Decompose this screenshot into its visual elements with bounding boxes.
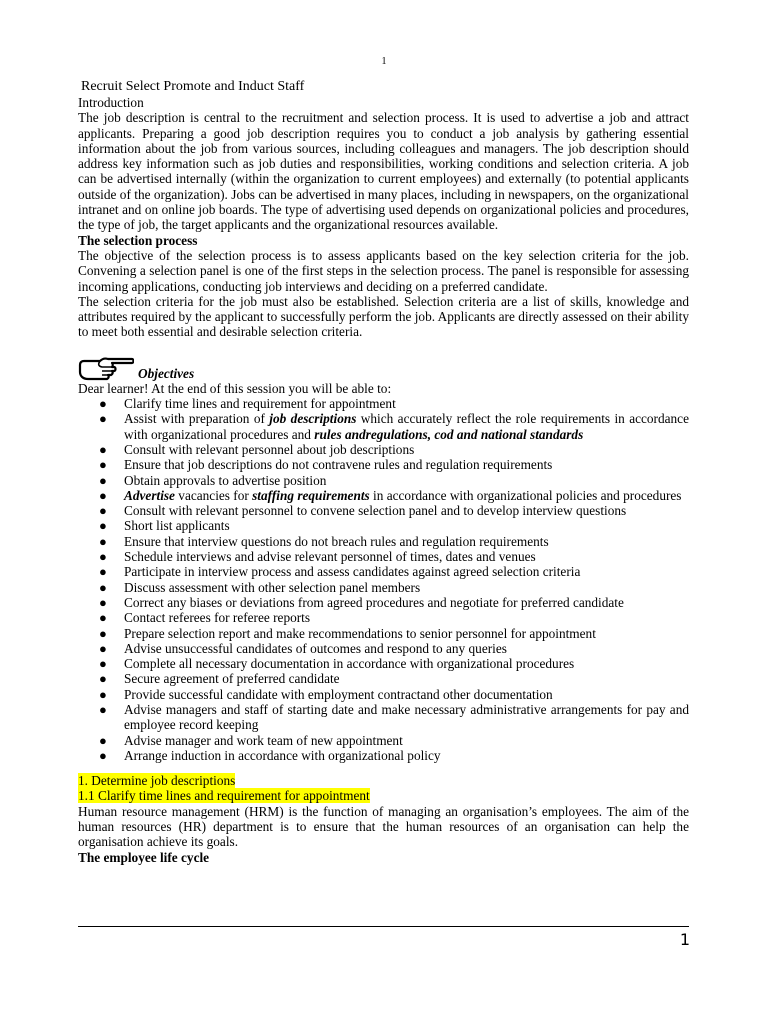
- objective-text: Advise unsuccessful candidates of outcomes and respond to any queries: [124, 640, 507, 656]
- objective-item: [78, 580, 689, 595]
- bullet-icon: ●: [99, 747, 107, 763]
- bullet-icon: ●: [99, 671, 107, 687]
- objective-item: [78, 671, 689, 686]
- objective-item: [78, 518, 689, 533]
- objective-text: Provide successful candidate with employment contractand other documentation: [124, 686, 553, 702]
- objective-item: [78, 748, 689, 763]
- objective-text: Consult with relevant personnel about job descriptions: [124, 441, 415, 457]
- objective-text: Short list applicants: [124, 518, 230, 534]
- bullet-icon: ●: [99, 640, 107, 656]
- objective-text: Clarify time lines and requirement for appointment: [124, 396, 396, 412]
- bullet-icon: ●: [99, 686, 107, 702]
- bullet-icon: ●: [99, 656, 107, 672]
- objective-text: Advise managers and staff of starting date and make necessary administrative arrangements for pay and employee record keeping: [124, 701, 689, 733]
- objective-item: [78, 534, 689, 549]
- bullet-icon: ●: [99, 396, 107, 412]
- objective-emphasis: staffing requirements: [252, 487, 370, 503]
- document-body: [78, 79, 689, 865]
- selection-paragraph-2: The selection criteria for the job must also be established. Selection criteria are a list of skills, knowledge and attributes required by the applicant to successfully perform the job. Applicants are directly assessed on their ability to meet both essential and desirable selection criteria.: [78, 293, 689, 340]
- objective-text: Contact referees for referee reports: [124, 610, 311, 626]
- objective-text: Assist with preparation of: [124, 411, 270, 427]
- objectives-heading: Objectives: [138, 365, 195, 381]
- bullet-icon: ●: [99, 732, 107, 748]
- objective-text: Prepare selection report and make recommendations to senior personnel for appointment: [124, 625, 596, 641]
- objective-text: Consult with relevant personnel to convene selection panel and to develop interview questions: [124, 503, 627, 519]
- objective-item: [78, 610, 689, 625]
- objective-text: Advise manager and work team of new appointment: [124, 732, 403, 748]
- objective-item: [78, 488, 689, 503]
- objective-text: Secure agreement of preferred candidate: [124, 671, 340, 687]
- objective-text: Discuss assessment with other selection panel members: [124, 579, 421, 595]
- bullet-icon: ●: [99, 533, 107, 549]
- objective-text: Correct any biases or deviations from agreed procedures and negotiate for preferred candidate: [124, 594, 624, 610]
- objectives-header: [78, 354, 689, 381]
- bullet-icon: ●: [99, 610, 107, 626]
- objective-item: [78, 549, 689, 564]
- objectives-intro: Dear learner! At the end of this session you will be able to:: [78, 380, 392, 396]
- bullet-icon: ●: [99, 503, 107, 519]
- objective-item: [78, 702, 689, 733]
- objective-item: [78, 641, 689, 656]
- header-page-number: 1: [381, 56, 387, 67]
- objective-text: Complete all necessary documentation in accordance with organizational procedures: [124, 656, 575, 672]
- intro-heading: Introduction: [78, 95, 144, 110]
- objective-item: [78, 626, 689, 641]
- objective-item: [78, 457, 689, 472]
- objective-item: [78, 396, 689, 411]
- objective-item: [78, 442, 689, 457]
- bullet-icon: ●: [99, 564, 107, 580]
- selection-process-heading: The selection process: [78, 232, 198, 248]
- bullet-icon: ●: [99, 549, 107, 565]
- bullet-icon: ●: [99, 701, 107, 717]
- objective-text: Schedule interviews and advise relevant personnel of times, dates and venues: [124, 549, 536, 565]
- objective-text: which accurately reflect the role requirements in accordance with organizational procedures and: [124, 411, 689, 442]
- hrm-paragraph: Human resource management (HRM) is the function of managing an organisation’s employees. The aim of the human resources (HR) department is to ensure that the human resources of an organisation can help the organisation achieve its goals.: [78, 803, 689, 850]
- bullet-icon: ●: [99, 487, 107, 503]
- bullet-icon: ●: [99, 579, 107, 595]
- document-title: Recruit Select Promote and Induct Staff: [81, 79, 305, 94]
- section-1-1-heading: 1.1 Clarify time lines and requirement for appointment: [78, 788, 370, 804]
- objective-item: [78, 564, 689, 579]
- objective-emphasis: rules andregulations, cod and national standards: [314, 426, 584, 442]
- objective-item: [78, 411, 689, 442]
- bullet-icon: ●: [99, 472, 107, 488]
- footer-divider: [78, 926, 689, 927]
- objective-text: Obtain approvals to advertise position: [124, 472, 327, 488]
- bullet-icon: ●: [99, 594, 107, 610]
- objective-text: Ensure that job descriptions do not contravene rules and regulation requirements: [124, 457, 553, 473]
- bullet-icon: ●: [99, 457, 107, 473]
- objective-item: [78, 473, 689, 488]
- employee-life-cycle-heading: The employee life cycle: [78, 849, 210, 865]
- objective-item: [78, 503, 689, 518]
- objective-emphasis: job descriptions: [269, 411, 357, 427]
- objective-text: vacancies for: [174, 487, 253, 503]
- intro-paragraph: The job description is central to the recruitment and selection process. It is used to advertise a job and attract applicants. Preparing a good job description requires you to conduct a job analysis by gathering essential information about the job from various sources, including colleagues and managers. The job description should address key information such as job duties and responsibilities, working conditions and selection criteria. A job can be advertised internally (within the organization to current employees) and externally (to potential applicants outside of the organization). Jobs can be advertised in many places, including in newspapers, on the organizational intranet and on online job boards. The type of advertising used depends on organizational policies and procedures, the type of job, the target applicants and the organizational resources available.: [78, 110, 689, 233]
- objective-item: [78, 595, 689, 610]
- bullet-icon: ●: [99, 518, 107, 534]
- bullet-icon: ●: [99, 441, 107, 457]
- objective-text: Ensure that interview questions do not breach rules and regulation requirements: [124, 533, 549, 549]
- objective-text: Arrange induction in accordance with organizational policy: [124, 747, 441, 763]
- bullet-icon: ●: [99, 411, 107, 427]
- objective-item: [78, 687, 689, 702]
- objectives-list: [78, 396, 689, 763]
- footer-page-number: 1: [679, 930, 690, 949]
- objective-item: [78, 656, 689, 671]
- objective-item: [78, 733, 689, 748]
- bullet-icon: ●: [99, 625, 107, 641]
- objective-text: in accordance with organizational policies and procedures: [369, 487, 682, 503]
- objective-emphasis: Advertise: [124, 487, 175, 503]
- selection-paragraph-1: The objective of the selection process is to assess applicants based on the key selection criteria for the job. Convening a selection panel is one of the first steps in the selection process. The panel is responsible for assessing incoming applications, conducting job interviews and deciding on a preferred candidate.: [78, 247, 689, 294]
- pointing-hand-icon: [78, 357, 134, 381]
- objective-text: Participate in interview process and assess candidates against agreed selection criteria: [124, 564, 581, 580]
- section-1-heading: 1. Determine job descriptions: [78, 773, 236, 789]
